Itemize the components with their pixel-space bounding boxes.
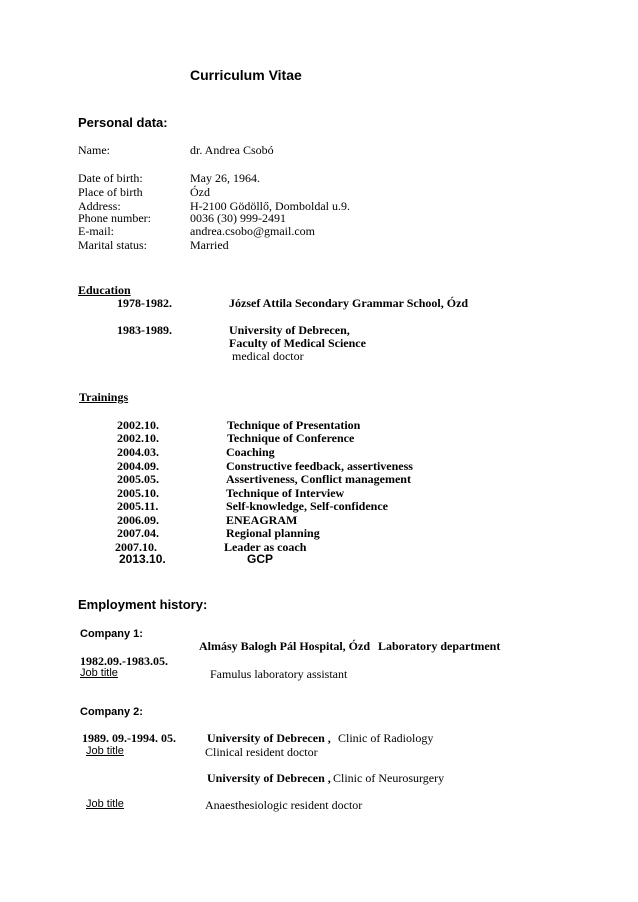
phone-value: 0036 (30) 999-2491 [190, 211, 286, 225]
training-date: 2007.10. [115, 540, 157, 554]
education-school: University of Debrecen, [229, 323, 350, 337]
training-date: 2005.10. [117, 486, 159, 500]
company-1-job: Famulus laboratory assistant [210, 667, 348, 681]
document-title: Curriculum Vitae [190, 67, 302, 83]
phone-label: Phone number: [78, 211, 151, 225]
education-degree: medical doctor [232, 349, 304, 363]
training-name: Assertiveness, Conflict management [226, 472, 411, 486]
company-2-label: Company 2: [80, 706, 143, 718]
education-period: 1978-1982. [117, 296, 172, 310]
pob-label: Place of birth [78, 185, 143, 199]
marital-value: Married [190, 238, 229, 252]
company-1-dept: Laboratory department [378, 639, 501, 653]
education-heading: Education [78, 283, 131, 297]
education-school: József Attila Secondary Grammar School, Ózd [229, 296, 469, 310]
training-date: 2005.05. [117, 472, 159, 486]
dob-value: May 26, 1964. [190, 171, 260, 185]
company-2-job: Anaesthesiologic resident doctor [205, 798, 363, 812]
address-value: H-2100 Gödöllő, Domboldal u.9. [190, 199, 350, 213]
company-1-label: Company 1: [80, 628, 143, 640]
training-name: Technique of Conference [227, 431, 355, 445]
company-2-job-label: Job title [86, 745, 124, 757]
company-2-clinic: Clinic of Radiology [338, 731, 434, 745]
address-label: Address: [78, 199, 121, 213]
company-2-period: 1989. 09.-1994. 05. [82, 731, 176, 745]
training-date: 2004.03. [117, 445, 159, 459]
trainings-heading: Trainings [79, 390, 129, 404]
marital-label: Marital status: [78, 238, 147, 252]
education-period: 1983-1989. [117, 323, 172, 337]
name-label: Name: [78, 143, 110, 157]
training-date: 2007.04. [117, 526, 159, 540]
training-date: 2013.10. [119, 552, 166, 566]
pob-value: Ózd [190, 185, 210, 199]
company-2-clinic: Clinic of Neurosurgery [333, 771, 445, 785]
dob-label: Date of birth: [78, 171, 143, 185]
company-2-university: University of Debrecen , [207, 771, 331, 785]
personal-data-heading: Personal data: [78, 115, 168, 130]
training-date: 2002.10. [117, 418, 159, 432]
training-name: Regional planning [226, 526, 320, 540]
email-value: andrea.csobo@gmail.com [190, 224, 316, 238]
company-1-period: 1982.09.-1983.05. [80, 654, 168, 668]
company-1-place: Almásy Balogh Pál Hospital, Ózd [199, 639, 371, 653]
name-value: dr. Andrea Csobó [190, 143, 274, 157]
training-name: Coaching [226, 445, 275, 459]
training-date: 2005.11. [117, 499, 159, 513]
training-name: GCP [247, 552, 274, 566]
training-name: Constructive feedback, assertiveness [226, 459, 413, 473]
education-faculty: Faculty of Medical Science [229, 336, 366, 350]
training-date: 2002.10. [117, 431, 159, 445]
company-2-job: Clinical resident doctor [205, 745, 318, 759]
email-label: E-mail: [78, 224, 114, 238]
training-date: 2006.09. [117, 513, 159, 527]
training-name: Technique of Interview [226, 486, 345, 500]
training-name: ENEAGRAM [226, 513, 298, 527]
company-1-job-label: Job title [80, 667, 118, 679]
training-name: Leader as coach [224, 540, 307, 554]
company-2-university: University of Debrecen , [207, 731, 331, 745]
employment-heading: Employment history: [78, 597, 208, 612]
training-date: 2004.09. [117, 459, 159, 473]
training-name: Self-knowledge, Self-confidence [226, 499, 388, 513]
training-name: Technique of Presentation [227, 418, 361, 432]
company-2-job-label: Job title [86, 798, 124, 810]
